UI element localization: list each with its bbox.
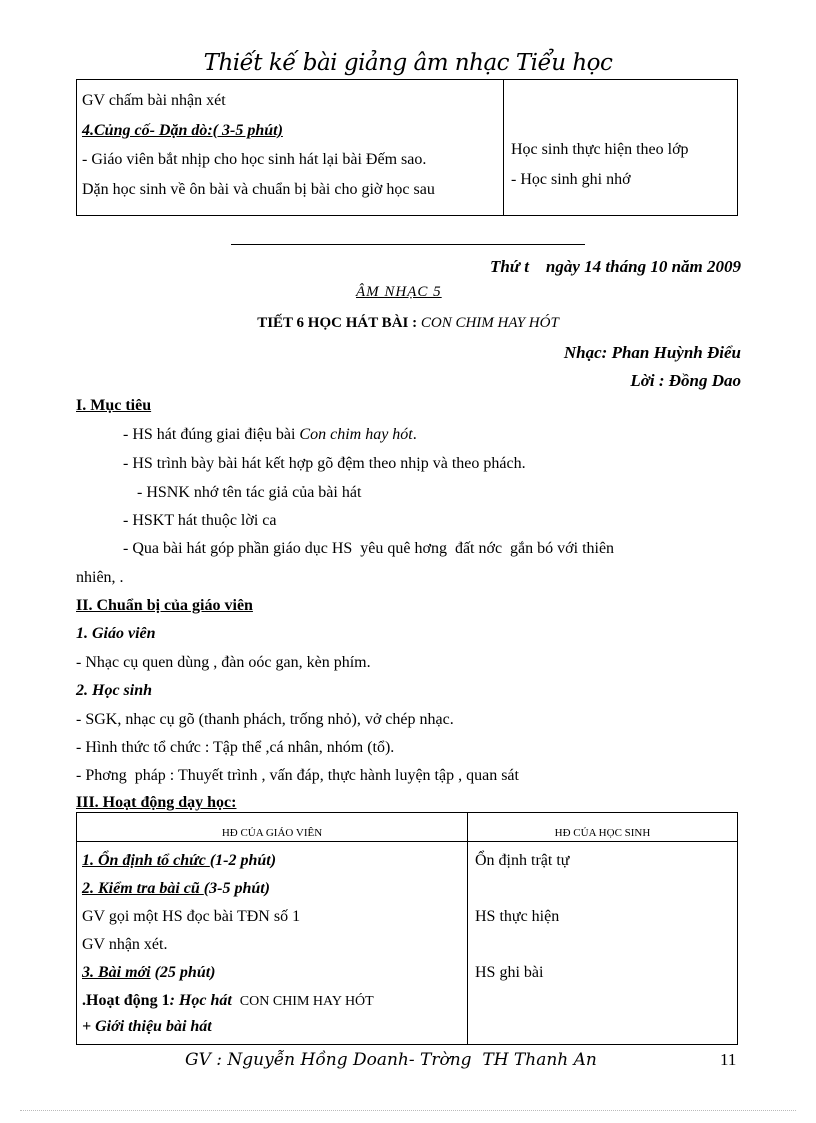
top-table-left-cell bbox=[77, 80, 504, 216]
teacher-activities-cell bbox=[77, 842, 468, 1045]
top-right-line-2: - Học sinh ghi nhớ bbox=[511, 171, 631, 188]
col-header-teacher: HĐ CỦA GIÁO VIÊN bbox=[77, 813, 468, 842]
teacher-line-5: 3. Bài mới (25 phút) bbox=[82, 964, 216, 981]
student-line-2: HS thực hiện bbox=[475, 908, 560, 925]
page-number: 11 bbox=[720, 1050, 737, 1069]
teacher-line-7: + Giới thiệu bài hát bbox=[82, 1018, 212, 1035]
top-left-line-2: 4.Củng cố- Dặn dò:( 3-5 phút) bbox=[82, 122, 283, 139]
top-left-line-3: - Giáo viên bắt nhịp cho học sinh hát lại bài Đếm sao. bbox=[82, 151, 427, 168]
date-line: Thứ t ngày 14 tháng 10 năm 2009 bbox=[489, 257, 741, 276]
objective-item-2: - HS trình bày bài hát kết hợp gõ đệm theo nhịp và theo phách. bbox=[123, 455, 526, 472]
objective-item-1-song: Con chim hay hót bbox=[299, 426, 413, 443]
bottom-dotted-divider bbox=[20, 1110, 796, 1111]
lesson-title-prefix: TIẾT 6 HỌC HÁT BÀI : bbox=[257, 315, 421, 331]
top-table bbox=[76, 79, 738, 216]
student-activities-cell bbox=[468, 842, 738, 1045]
objective-item-1 bbox=[123, 426, 417, 444]
section-1-heading: I. Mục tiêu bbox=[76, 397, 152, 414]
page-header-title: Thiết kế bài giảng âm nhạc Tiểu học bbox=[203, 50, 613, 76]
teacher-line-4: GV nhận xét. bbox=[82, 936, 168, 953]
student-line-1: Ổn định trật tự bbox=[475, 852, 570, 869]
objective-item-4: - HSKT hát thuộc lời ca bbox=[123, 512, 277, 529]
objective-item-5: - Qua bài hát góp phần giáo dục HS yêu quê hơng đất nớc gắn bó với thiên bbox=[123, 540, 615, 557]
teacher-line-1: 1. Ổn định tổ chức (1-2 phút) bbox=[82, 852, 277, 869]
separator-line bbox=[231, 244, 585, 245]
top-left-line-4: Dặn học sinh về ôn bài và chuẩn bị bài cho giờ học sau bbox=[82, 181, 435, 198]
subject-label: ÂM NHẠC 5 bbox=[356, 284, 442, 300]
top-left-line-1: GV chấm bài nhận xét bbox=[82, 92, 226, 109]
activity-table bbox=[76, 812, 738, 1045]
section-2-sub-1-text: - Nhạc cụ quen dùng , đàn oóc gan, kèn phím. bbox=[76, 654, 371, 671]
lesson-title-song: CON CHIM HAY HÓT bbox=[420, 315, 559, 331]
top-right-line-1: Học sinh thực hiện theo lớp bbox=[511, 141, 689, 158]
composer-line: Nhạc: Phan Huỳnh Điểu bbox=[563, 343, 741, 362]
footer-author: GV : Nguyễn Hồng Doanh- Trờng TH Thanh An bbox=[185, 1050, 597, 1070]
section-2-sub-2-line-3: - Phơng pháp : Thuyết trình , vấn đáp, thực hành luyện tập , quan sát bbox=[76, 767, 519, 784]
objective-item-1-suffix: . bbox=[412, 426, 417, 443]
teacher-line-3: GV gọi một HS đọc bài TĐN số 1 bbox=[82, 908, 301, 925]
section-3-heading: III. Hoạt động dạy học: bbox=[76, 794, 237, 811]
student-line-3: HS ghi bài bbox=[475, 964, 544, 981]
teacher-line-2: 2. Kiểm tra bài cũ (3-5 phút) bbox=[82, 880, 271, 897]
objective-item-3: - HSNK nhớ tên tác giả của bài hát bbox=[137, 484, 362, 501]
teacher-line-6: .Hoạt động 1: Học hát CON CHIM HAY HÓT bbox=[82, 992, 374, 1009]
lesson-title bbox=[0, 314, 816, 332]
section-2-sub-1: 1. Giáo viên bbox=[76, 625, 156, 642]
objective-item-5-cont: nhiên, . bbox=[76, 569, 124, 586]
top-table-right-cell bbox=[504, 80, 738, 216]
lyrics-line: Lời : Đồng Dao bbox=[630, 371, 741, 390]
objective-item-1-prefix: - HS hát đúng giai điệu bài bbox=[123, 426, 300, 443]
section-2-sub-2-line-2: - Hình thức tổ chức : Tập thể ,cá nhân, nhóm (tổ). bbox=[76, 739, 395, 756]
section-2-sub-2: 2. Học sinh bbox=[76, 682, 153, 699]
section-2-heading: II. Chuẩn bị của giáo viên bbox=[76, 597, 253, 614]
section-2-sub-2-line-1: - SGK, nhạc cụ gõ (thanh phách, trống nhỏ), vở chép nhạc. bbox=[76, 711, 454, 728]
col-header-student: HĐ CỦA HỌC SINH bbox=[468, 813, 738, 842]
